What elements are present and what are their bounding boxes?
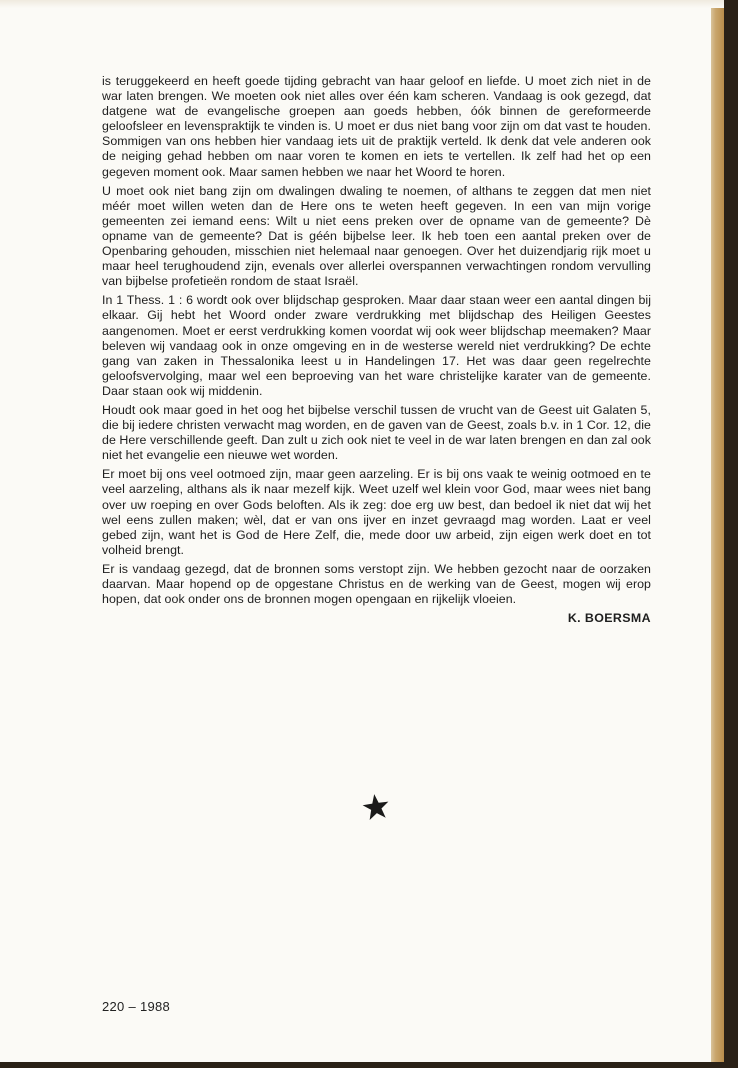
paragraph-4: Houdt ook maar goed in het oog het bijbelse verschil tussen de vrucht van de Geest uit Galaten 5, die bij iedere christen verwacht mag worden, en de gaven van de Geest, zoals b.v. in 1 Cor. 12, die de Here verschillende geeft. Dan zult u zich ook niet te veel in de war laten brengen en dan zal ook niet het evangelie een nieuwe wet worden. bbox=[102, 402, 651, 463]
page-folio: 220 – 1988 bbox=[102, 999, 171, 1014]
paragraph-5: Er moet bij ons veel ootmoed zijn, maar geen aarzeling. Er is bij ons vaak te weinig ootmoed en te veel aarzeling, althans als ik naar mezelf kijk. Weet uzelf wel klein voor God, maar wees niet bang over uw roeping en over Gods beloften. Als ik zeg: doe erg uw best, dan bedoel ik niet dat wij het wel eens zullen maken; wèl, dat er van ons ijver en inzet gevraagd mag worden. Laat er veel gebed zijn, want het is God de Here Zelf, die, mede door uw arbeid, zijn eigen werk doet en tot volheid brengt. bbox=[102, 467, 651, 557]
page-top-edge bbox=[0, 0, 724, 8]
paragraph-6: Er is vandaag gezegd, dat de bronnen soms verstopt zijn. We hebben gezocht naar de oorzaken daarvan. Maar hopend op de opgestane Christus en de werking van de Geest, mogen wij erop hopen, dat ook onder ons de bronnen mogen opengaan en rijkelijk vloeien. bbox=[102, 561, 651, 607]
paragraph-1: is teruggekeerd en heeft goede tijding gebracht van haar geloof en liefde. U moet zich niet in de war laten brengen. We moeten ook niet alles over één kam scheren. Vandaag is ook gezegd, dat datgene wat de evangelische groepen aan goeds hebben, óók binnen de gereformeerde geloofsleer en levenspraktijk te vinden is. U moet er dus niet bang voor zijn om dat vast te houden. Sommigen van ons hebben hier vandaag iets uit de praktijk verteld. Ik denk dat vele anderen ook de neiging gehad hebben om naar voren te komen en iets te vertellen. Ik zelf had het op een gegeven moment ook. Maar samen hebben we naar het Woord te horen. bbox=[102, 74, 651, 179]
author-signature: K. BOERSMA bbox=[567, 611, 651, 626]
article-body bbox=[102, 74, 651, 626]
page-fore-edge bbox=[711, 8, 724, 1062]
star-icon bbox=[362, 793, 390, 821]
paragraph-2: U moet ook niet bang zijn om dwalingen dwaling te noemen, of althans te zeggen dat men niet méér moet willen weten dan de Here ons te weten heeft gegeven. In een van mijn vorige gemeenten zei iemand eens: Wilt u niet eens preken over de opname van de gemeente? Dè opname van de gemeente? Dat is géén bijbelse leer. Ik heb toen een aantal preken over de Openbaring gehouden, misschien niet helemaal naar genoegen. Over het duizendjarig rijk moet u maar heel terughoudend zijn, evenals over allerlei overspannen verwachtingen rondom vervulling van bijbelse profetieën rondom de staat Israël. bbox=[102, 183, 651, 289]
paragraph-3: In 1 Thess. 1 : 6 wordt ook over blijdschap gesproken. Maar daar staan weer een aantal dingen bij elkaar. Gij hebt het Woord onder zware verdrukking met blijdschap des Heiligen Geestes aangenomen. Moet er eerst verdrukking komen voordat wij ook weer blijdschap meemaken? Maar beleven wij vandaag ook in onze omgeving en in de westerse wereld niet verdrukking? De echte gang van zaken in Thessalonika leest u in Handelingen 17. Het was daar geen regelrechte geloofsvervolging, maar wel een beproeving van het ware christelijke karater van de gemeente. Daar staan ook wij middenin. bbox=[102, 293, 651, 398]
